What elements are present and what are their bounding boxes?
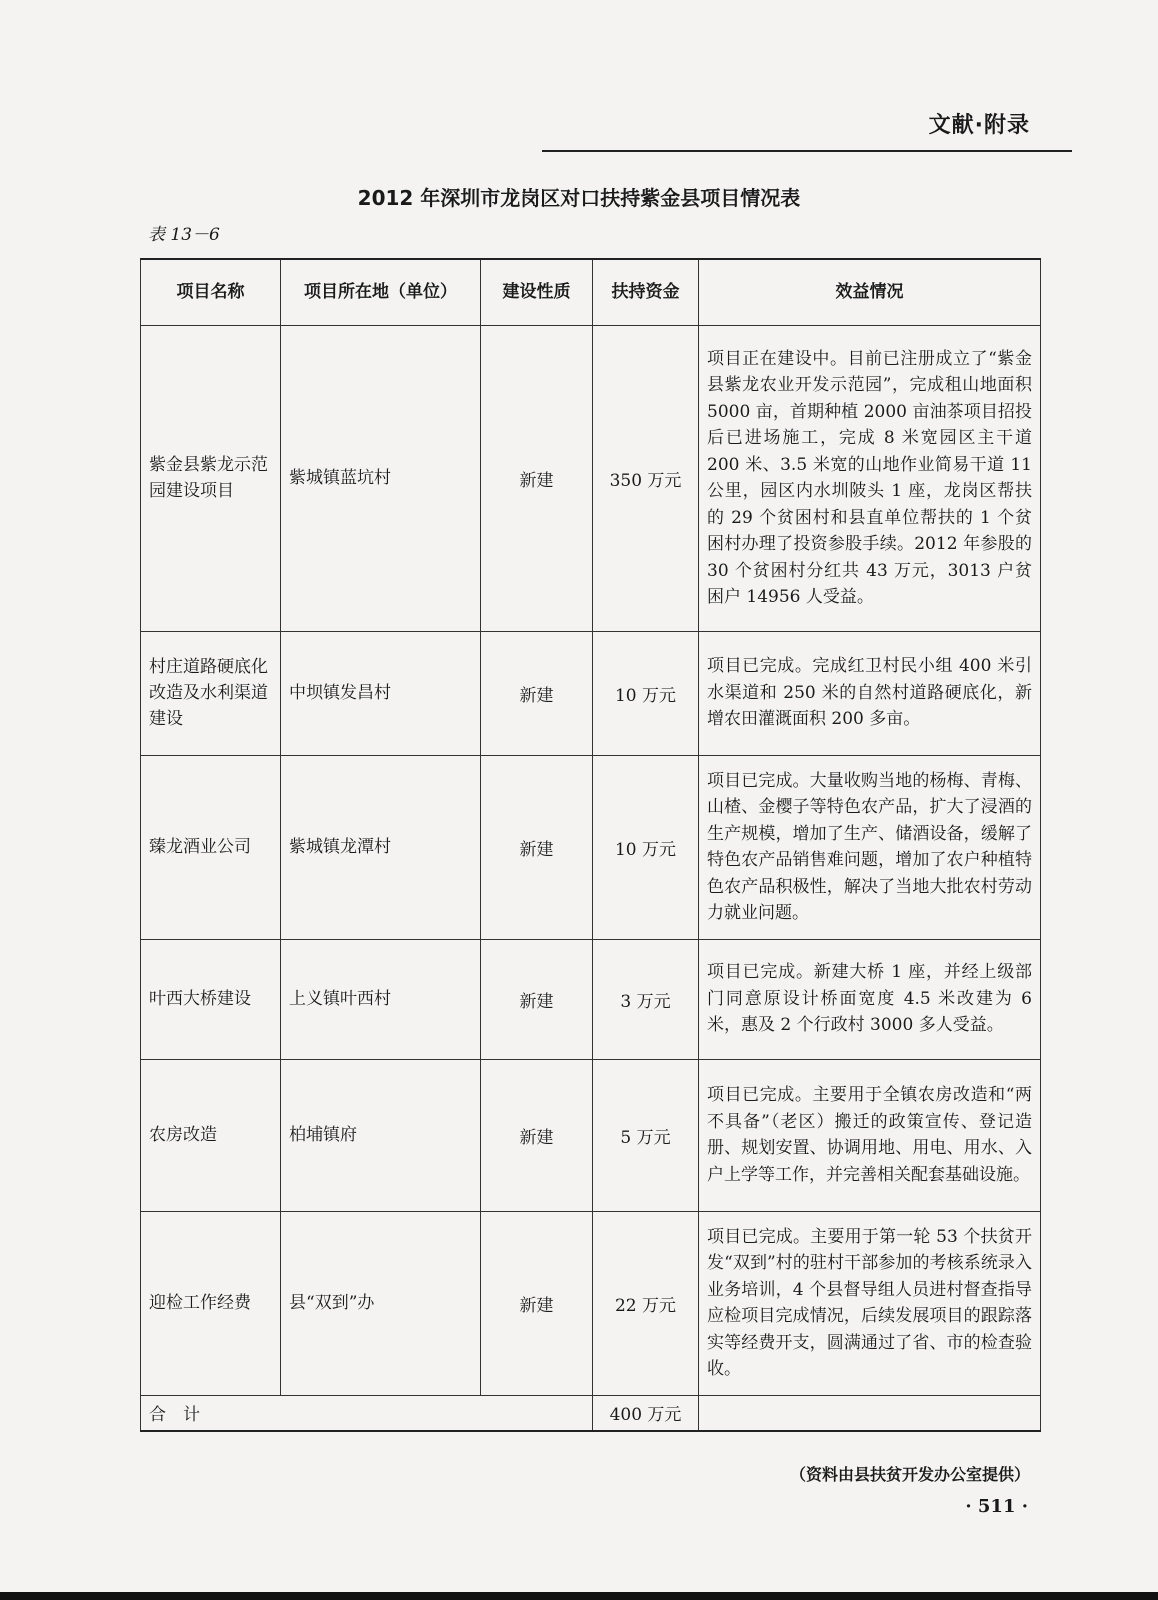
section-header: 文献·附录: [928, 113, 1030, 138]
header-rule: [542, 150, 1072, 152]
cell-location: 柏埔镇府: [281, 1059, 481, 1211]
source-note: （资料由县扶贫开发办公室提供）: [789, 1465, 1030, 1484]
cell-type: 新建: [481, 1211, 593, 1395]
cell-name: 臻龙酒业公司: [141, 755, 281, 939]
cell-location: 中坝镇发昌村: [281, 631, 481, 755]
cell-type: 新建: [481, 755, 593, 939]
projects-table: [140, 258, 1041, 1432]
cell-fund: 3 万元: [593, 939, 699, 1059]
cell-location: 紫城镇龙潭村: [281, 755, 481, 939]
cell-location: 县“双到”办: [281, 1211, 481, 1395]
table-total-row: [141, 1395, 1041, 1431]
total-benefit-empty: [699, 1395, 1041, 1431]
table-title: 2012 年深圳市龙岗区对口扶持紫金县项目情况表: [357, 186, 801, 210]
cell-name: 村庄道路硬底化改造及水利渠道建设: [141, 631, 281, 755]
cell-benefit: 项目正在建设中。目前已注册成立了“紫金县紫龙农业开发示范园”，完成租山地面积 5000 亩，首期种植 2000 亩油茶项目招投后已进场施工，完成 8 米宽园区主干道 200 米、3.5 米宽的山地作业简易干道 11 公里，园区内水圳陂头 1 座，龙岗区帮扶的 29 个贫困村和县直单位帮扶的 1 个贫困村办理了投资参股手续。2012 年参股的 30 个贫困村分红共 43 万元，3013 户贫困户 14956 人受益。: [699, 325, 1041, 631]
cell-benefit: 项目已完成。大量收购当地的杨梅、青梅、山楂、金樱子等特色农产品，扩大了浸酒的生产规模，增加了生产、储酒设备，缓解了特色农产品销售难问题，增加了农户种植特色农产品积极性，解决了当地大批农村劳动力就业问题。: [699, 755, 1041, 939]
table-row: [141, 325, 1041, 631]
col-header-type: 建设性质: [481, 259, 593, 325]
cell-type: 新建: [481, 1059, 593, 1211]
cell-benefit: 项目已完成。完成红卫村民小组 400 米引水渠道和 250 米的自然村道路硬底化，新增农田灌溉面积 200 多亩。: [699, 631, 1041, 755]
cell-benefit: 项目已完成。新建大桥 1 座，并经上级部门同意原设计桥面宽度 4.5 米改建为 6 米，惠及 2 个行政村 3000 多人受益。: [699, 939, 1041, 1059]
cell-name: 迎检工作经费: [141, 1211, 281, 1395]
cell-name: 紫金县紫龙示范园建设项目: [141, 325, 281, 631]
cell-location: 上义镇叶西村: [281, 939, 481, 1059]
page-number: · 511 ·: [965, 1496, 1028, 1517]
cell-benefit: 项目已完成。主要用于全镇农房改造和“两不具备”（老区）搬迁的政策宣传、登记造册、规划安置、协调用地、用电、用水、入户上学等工作，并完善相关配套基础设施。: [699, 1059, 1041, 1211]
table-number: 表 13－6: [148, 225, 220, 245]
total-label: 合 计: [141, 1395, 593, 1431]
col-header-fund: 扶持资金: [593, 259, 699, 325]
cell-fund: 10 万元: [593, 755, 699, 939]
col-header-location: 项目所在地（单位）: [281, 259, 481, 325]
cell-fund: 10 万元: [593, 631, 699, 755]
cell-name: 叶西大桥建设: [141, 939, 281, 1059]
cell-name: 农房改造: [141, 1059, 281, 1211]
col-header-name: 项目名称: [141, 259, 281, 325]
scan-bottom-edge: [0, 1592, 1158, 1600]
cell-fund: 5 万元: [593, 1059, 699, 1211]
cell-type: 新建: [481, 631, 593, 755]
cell-type: 新建: [481, 939, 593, 1059]
table-row: [141, 631, 1041, 755]
cell-type: 新建: [481, 325, 593, 631]
col-header-benefit: 效益情况: [699, 259, 1041, 325]
table-row: [141, 939, 1041, 1059]
table-header-row: [141, 259, 1041, 325]
cell-location: 紫城镇蓝坑村: [281, 325, 481, 631]
cell-fund: 22 万元: [593, 1211, 699, 1395]
table-row: [141, 1059, 1041, 1211]
total-fund: 400 万元: [593, 1395, 699, 1431]
cell-benefit: 项目已完成。主要用于第一轮 53 个扶贫开发“双到”村的驻村干部参加的考核系统录入业务培训，4 个县督导组人员进村督查指导应检项目完成情况，后续发展项目的跟踪落实等经费开支，圆满通过了省、市的检查验收。: [699, 1211, 1041, 1395]
table-row: [141, 755, 1041, 939]
cell-fund: 350 万元: [593, 325, 699, 631]
table-row: [141, 1211, 1041, 1395]
